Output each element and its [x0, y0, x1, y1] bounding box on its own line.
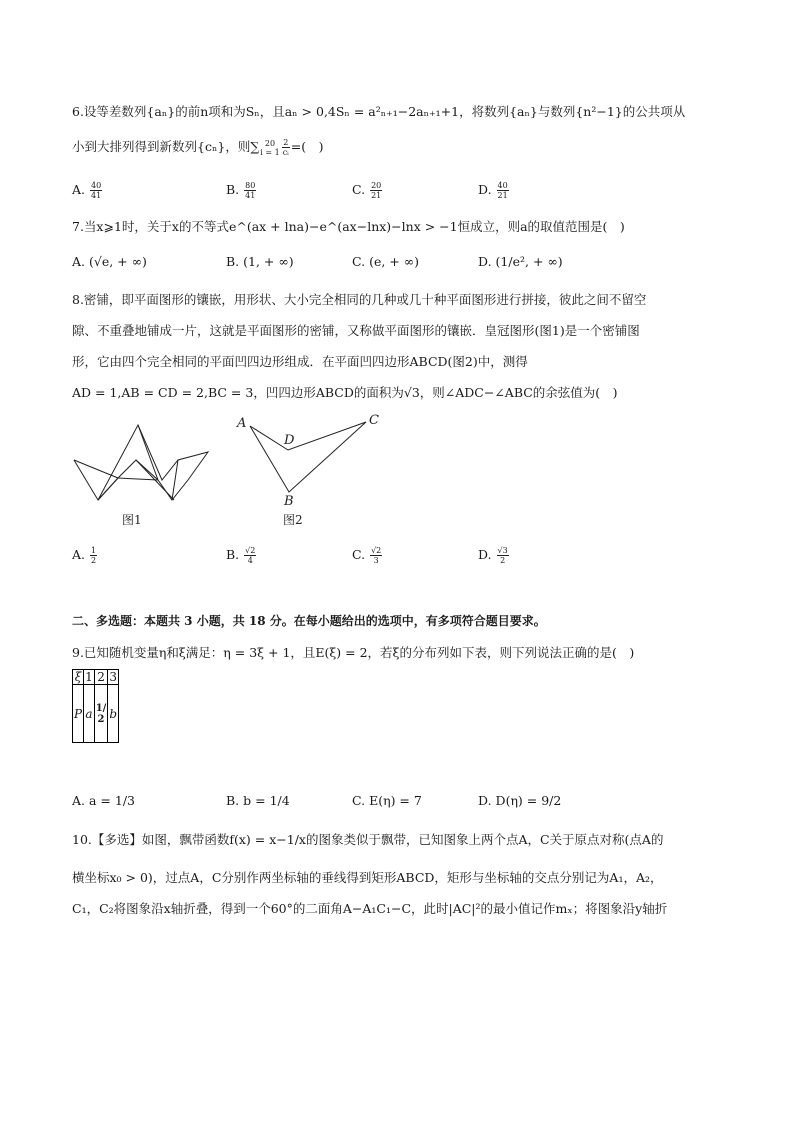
label-a: A [237, 416, 247, 431]
crown-edge-2 [118, 478, 158, 480]
q8-option-d-num: √3 [497, 546, 508, 555]
q7-option-d [478, 253, 563, 271]
q9-distribution-table [72, 669, 119, 743]
q7-option-a-label: A. [72, 254, 86, 269]
q8-option-c-num: √2 [371, 546, 382, 555]
q7-option-d-text: (1/e², + ∞) [495, 254, 563, 269]
q6-line2-suffix: =( ) [290, 139, 324, 154]
figure-2-quadrilateral [232, 410, 392, 532]
q6-option-a-label: A. [72, 182, 86, 197]
q8-option-b-num: √2 [245, 546, 256, 555]
q6-sum-sign: ∑ [250, 139, 260, 154]
q6-option-a [72, 181, 103, 200]
q9-option-b [226, 792, 290, 810]
q7-option-c-text: (e, + ∞) [369, 254, 420, 269]
q8-option-a [72, 546, 98, 565]
q6-frac-den: cᵢ [282, 148, 289, 157]
q9-option-b-label: B. [226, 793, 240, 808]
q6-option-d-num: 40 [497, 181, 508, 190]
crown-edge-1 [74, 460, 118, 478]
figure-1-crown [70, 420, 215, 532]
q6-option-a-den: 41 [91, 191, 102, 200]
q9-option-c-text: E(η) = 7 [369, 793, 422, 808]
table-cell: ξ [73, 670, 84, 685]
q7-option-b-label: B. [226, 254, 240, 269]
q9-option-b-text: b = 1/4 [243, 793, 290, 808]
q8-option-d [478, 546, 510, 565]
table-cell: a [84, 685, 95, 743]
q7-option-c-label: C. [352, 254, 366, 269]
q8-option-b-label: B. [226, 547, 240, 562]
table-cell: b [108, 685, 119, 743]
q9-line: 9.已知随机变量η和ξ满足：η = 3ξ + 1，且E(ξ) = 2，若ξ的分布列如下表，则下列说法正确的是( ) [72, 645, 635, 660]
q9-option-a [72, 792, 135, 810]
q6-option-a-num: 40 [91, 181, 102, 190]
q6-option-d-den: 21 [497, 191, 508, 200]
q7-line: 7.当x⩾1时，关于x的不等式e^(ax + lna)−e^(ax−lnx)−lnx > −1恒成立，则a的取值范围是( ) [72, 219, 625, 234]
q10-line2: 横坐标x₀ > 0)，过点A，C分别作两坐标轴的垂线得到矩形ABCD，矩形与坐标轴的交点分别记为A₁，A₂， [72, 870, 663, 885]
q8-line4: AD = 1,AB = CD = 2,BC = 3，凹四边形ABCD的面积为√3，则∠ADC−∠ABC的余弦值为( ) [72, 385, 618, 400]
q6-sum-bot: i = 1 [260, 147, 280, 157]
q8-option-d-den: 2 [500, 556, 506, 565]
table-row [73, 670, 119, 685]
q6-frac-num: 2 [283, 138, 289, 147]
q9-option-c [352, 792, 422, 810]
q8-option-b-den: 4 [247, 556, 253, 565]
q6-sum-top: 20 [264, 138, 276, 148]
section-2-heading: 二、多选题：本题共 3 小题，共 18 分。在每小题给出的选项中，有多项符合题目要求。 [72, 614, 546, 628]
q8-option-c-label: C. [352, 547, 366, 562]
q8-option-c [352, 546, 383, 565]
q6-option-b-den: 41 [245, 191, 256, 200]
crown-edge-4 [138, 425, 158, 480]
q7-option-a-text: (√e, + ∞) [89, 254, 147, 269]
q6-line2 [72, 138, 324, 157]
q9-option-a-label: A. [72, 793, 86, 808]
q8-option-d-label: D. [478, 547, 492, 562]
q7-option-b [226, 253, 294, 271]
q6-option-c-num: 20 [371, 181, 382, 190]
q6-option-c [352, 181, 383, 200]
q6-line2-prefix: 小到大排列得到新数列{cₙ}，则 [72, 139, 251, 154]
q9-option-a-text: a = 1/3 [89, 793, 135, 808]
q9-option-d [478, 792, 561, 810]
q8-option-b [226, 546, 257, 565]
label-d: D [284, 433, 295, 448]
q6-option-b-label: B. [226, 182, 240, 197]
q6-option-d-label: D. [478, 182, 492, 197]
q7-option-b-text: (1, + ∞) [243, 254, 294, 269]
q7-option-d-label: D. [478, 254, 492, 269]
q8-line2: 隙、不重叠地铺成一片，这就是平面图形的密铺，又称做平面图形的镶嵌．皇冠图形(图1)是一个密铺图 [72, 323, 640, 338]
label-c: C [369, 413, 379, 428]
q6-option-c-label: C. [352, 182, 366, 197]
q7-option-c [352, 253, 419, 271]
q8-line3: 形，它由四个完全相同的平面凹四边形组成．在平面凹四边形ABCD(图2)中，测得 [72, 354, 528, 369]
q6-option-c-den: 21 [371, 191, 382, 200]
q9-option-c-label: C. [352, 793, 366, 808]
q6-line1: 6.设等差数列{aₙ}的前n项和为Sₙ，且aₙ > 0,4Sₙ = a²ₙ₊₁−2aₙ₊₁+1，将数列{aₙ}与数列{n²−1}的公共项从 [72, 104, 686, 119]
crown-edge-3 [136, 460, 174, 500]
table-cell: 3 [109, 670, 117, 684]
q6-option-d [478, 181, 510, 200]
q8-option-a-den: 2 [91, 556, 97, 565]
table-cell: 1/2 [94, 685, 108, 743]
q9-option-d-label: D. [478, 793, 492, 808]
q10-line3: C₁，C₂将图象沿x轴折叠，得到一个60°的二面角A−A₁C₁−C，此时|AC|²的最小值记作mₓ；将图象沿y轴折 [72, 901, 668, 916]
table-row [73, 685, 119, 743]
q8-option-a-num: 1 [91, 546, 97, 555]
q8-option-c-den: 3 [373, 556, 379, 565]
table-cell: 1 [85, 670, 93, 684]
q9-option-d-text: D(η) = 9/2 [495, 793, 562, 808]
label-b: B [284, 494, 294, 509]
q7-option-a [72, 253, 147, 271]
table-cell: 2 [94, 670, 108, 685]
q6-option-b-num: 80 [245, 181, 256, 190]
quadrilateral-abcd [250, 422, 366, 492]
table-cell: P [73, 685, 84, 743]
figure-1-caption: 图1 [122, 513, 142, 527]
q10-line1: 10.【多选】如图，飘带函数f(x) = x−1/x的图象类似于飘带，已知图象上两个点A，C关于原点对称(点A的 [72, 832, 664, 847]
figure-2-caption: 图2 [283, 513, 303, 527]
crown-outline [74, 425, 208, 500]
q8-line1: 8.密铺，即平面图形的镶嵌，用形状、大小完全相同的几种或几十种平面图形进行拼接，彼此之间不留空 [72, 292, 647, 307]
q6-option-b [226, 181, 257, 200]
q8-option-a-label: A. [72, 547, 86, 562]
